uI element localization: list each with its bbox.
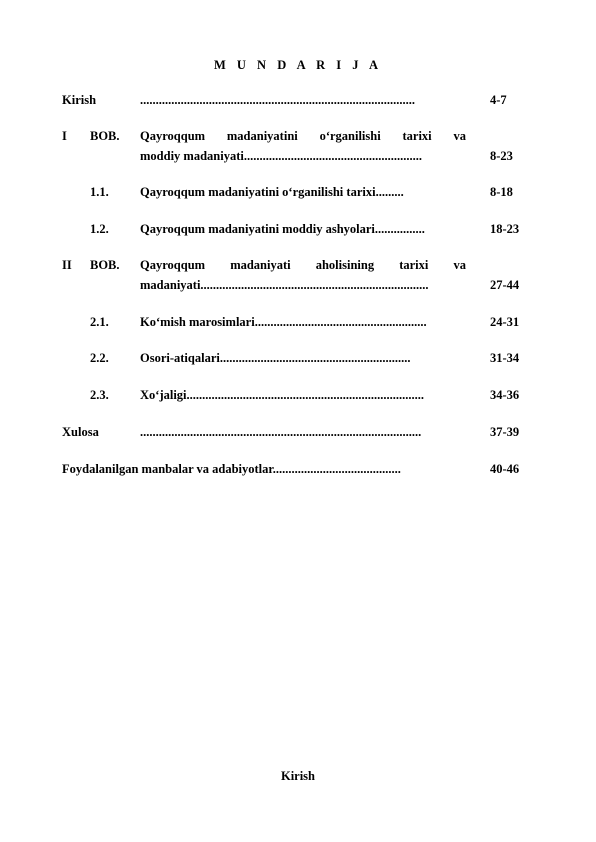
chapter-title-line2: moddiy madaniyati.........................................................: [140, 149, 422, 163]
word: va: [453, 258, 466, 272]
section-number: 1.2.: [90, 222, 109, 236]
word: madaniyati: [230, 258, 291, 272]
toc-leader-dots: ..........................................................................................: [140, 425, 422, 439]
toc-page-range: 40-46: [490, 462, 520, 476]
toc-label: Foydalanilgan manbalar va adabiyotlar.........................................: [62, 462, 401, 476]
page-title: M U N D A R I J A: [213, 58, 382, 72]
toc-entry-section-2-2: [0, 350, 596, 366]
section-title: Ko‘mish marosimlari.......................................................: [140, 315, 427, 329]
toc-entry-xulosa: [0, 424, 596, 440]
word: va: [453, 129, 466, 143]
toc-page-range: 34-36: [490, 388, 520, 402]
chapter-title-line2: madaniyati.........................................................................: [140, 278, 429, 292]
toc-entry-chapter-2-line2: [0, 277, 596, 293]
section-title: Osori-atiqalari.............................................................: [140, 351, 411, 365]
toc-page-range: 4-7: [490, 93, 507, 107]
chapter-title-line1: [140, 257, 466, 273]
chapter-bob-label: BOB.: [90, 129, 120, 143]
toc-entry-kirish: [0, 92, 596, 108]
word: Qayroqqum: [140, 258, 206, 272]
section-number: 2.3.: [90, 388, 109, 402]
section-number: 2.1.: [90, 315, 109, 329]
section-title: Qayroqqum madaniyatini moddiy ashyolari................: [140, 222, 425, 236]
toc-entry-section-1-1: [0, 184, 596, 200]
toc-leader-dots: ........................................................................................: [140, 93, 415, 107]
toc-page-range: 24-31: [490, 315, 520, 329]
toc-page-range: 37-39: [490, 425, 520, 439]
toc-entry-chapter-1-line2: [0, 148, 596, 164]
section-title: Xo‘jaligi............................................................................: [140, 388, 425, 402]
word: Qayroqqum: [140, 129, 206, 143]
toc-page-range: 27-44: [490, 278, 520, 292]
toc-label: Kirish: [62, 93, 97, 107]
next-section-heading: Kirish: [280, 769, 316, 783]
word: aholisining: [315, 258, 375, 272]
word: tarixi: [402, 129, 432, 143]
section-title: Qayroqqum madaniyatini o‘rganilishi tarixi.........: [140, 185, 404, 199]
toc-entry-section-2-3: [0, 387, 596, 403]
toc-page-range: 18-23: [490, 222, 520, 236]
chapter-number: I: [62, 129, 67, 143]
chapter-title-line1: [140, 128, 466, 144]
toc-entry-chapter-2-line1: [0, 257, 596, 273]
word: madaniyatini: [226, 129, 298, 143]
toc-label: Xulosa: [62, 425, 99, 439]
toc-entry-section-2-1: [0, 314, 596, 330]
toc-entry-references: [0, 461, 596, 477]
toc-page-range: 8-23: [490, 149, 513, 163]
word: o‘rganilishi: [319, 129, 381, 143]
toc-entry-section-1-2: [0, 221, 596, 237]
word: tarixi: [399, 258, 429, 272]
toc-entry-chapter-1-line1: [0, 128, 596, 144]
section-number: 2.2.: [90, 351, 109, 365]
toc-page-range: 8-18: [490, 185, 513, 199]
toc-page-range: 31-34: [490, 351, 520, 365]
chapter-number: II: [62, 258, 72, 272]
chapter-bob-label: BOB.: [90, 258, 120, 272]
section-number: 1.1.: [90, 185, 109, 199]
